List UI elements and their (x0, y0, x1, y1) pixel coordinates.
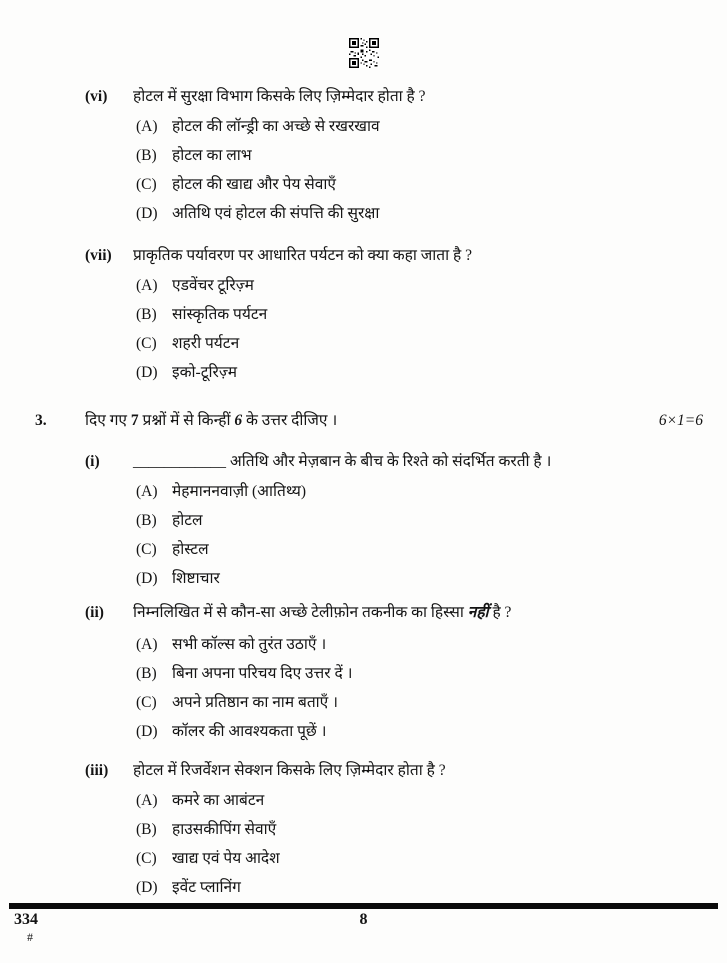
option-text: कमरे का आबंटन (172, 792, 265, 809)
question-3-number: 3. (35, 412, 47, 429)
question-vi-option-a (0, 116, 727, 138)
question-vi-text: होटल में सुरक्षा विभाग किसके लिए ज़िम्मेदार होता है ? (133, 88, 426, 105)
question-3i-heading (0, 451, 727, 473)
question-3iii-text: होटल में रिजर्वेशन सेक्शन किसके लिए ज़िम्मेदार होता है ? (133, 762, 446, 779)
question-vi-option-b (0, 145, 727, 167)
question-3ii-option-b (0, 663, 727, 685)
question-3i-text: ____________ अतिथि और मेज़बान के बीच के रिश्ते को संदर्भित करती है । (133, 453, 552, 470)
option-label: (D) (136, 205, 158, 222)
option-label: (B) (136, 665, 157, 682)
q3ii-text-part: निम्नलिखित में से कौन-सा अच्छे टेलीफ़ोन तकनीक का हिस्सा (133, 604, 468, 621)
q3-text-part: प्रश्नों में से किन्हीं (138, 412, 235, 429)
question-vii-heading (0, 245, 727, 267)
option-label: (C) (136, 694, 157, 711)
question-vii-option-d (0, 362, 727, 384)
option-text: इको-टूरिज़्म (172, 364, 237, 381)
question-vii-option-c (0, 333, 727, 355)
option-label: (A) (136, 483, 158, 500)
question-3-text (85, 410, 337, 432)
qr-code-graphic (349, 38, 379, 68)
question-vi-heading (0, 86, 727, 108)
option-text: अतिथि एवं होटल की संपत्ति की सुरक्षा (172, 205, 380, 222)
option-text: शिष्टाचार (172, 570, 220, 587)
option-label: (A) (136, 118, 158, 135)
option-text: बिना अपना परिचय दिए उत्तर दें । (172, 665, 353, 682)
question-3iii-option-c (0, 848, 727, 870)
option-label: (D) (136, 570, 158, 587)
option-text: शहरी पर्यटन (172, 335, 240, 352)
question-3-heading (0, 410, 727, 432)
option-label: (A) (136, 636, 158, 653)
option-text: होटल का लाभ (172, 147, 252, 164)
question-3iii-heading (0, 760, 727, 782)
q3-text-part: दिए गए (85, 412, 131, 429)
option-text: होटल की खाद्य और पेय सेवाएँ (172, 176, 336, 193)
option-text: हाउसकीपिंग सेवाएँ (172, 821, 277, 838)
question-3iii-number: (iii) (85, 762, 109, 779)
q3ii-emphasis-not: नहीं (467, 604, 489, 621)
marks-label: 6×1=6 (658, 412, 703, 429)
option-text: मेहमाननवाज़ी (आतिथ्य) (172, 483, 306, 500)
question-3ii-option-c (0, 692, 727, 714)
q3ii-text-part: है ? (488, 604, 512, 621)
question-3i-option-a (0, 481, 727, 503)
qr-code (349, 38, 379, 68)
question-3i-option-b (0, 510, 727, 532)
option-text: सभी कॉल्स को तुरंत उठाएँ । (172, 636, 327, 653)
question-vii-option-b (0, 304, 727, 326)
question-vii-option-a (0, 275, 727, 297)
option-label: (C) (136, 541, 157, 558)
question-vi-option-d (0, 203, 727, 225)
option-text: कॉलर की आवश्यकता पूछें । (172, 723, 327, 740)
option-label: (B) (136, 821, 157, 838)
question-3iii-option-d (0, 877, 727, 899)
question-vii-text: प्राकृतिक पर्यावरण पर आधारित पर्यटन को क्या कहा जाता है ? (133, 247, 472, 264)
option-label: (B) (136, 306, 157, 323)
option-text: होस्टल (172, 541, 209, 558)
option-label: (D) (136, 364, 158, 381)
option-text: खाद्य एवं पेय आदेश (172, 850, 280, 867)
option-label: (C) (136, 176, 157, 193)
paper-code: 334 (14, 911, 38, 928)
question-vi-option-c (0, 174, 727, 196)
paper-code-hash: # (27, 930, 33, 944)
q3-count-attempt: 6 (234, 412, 243, 429)
q3-text-part: के उत्तर दीजिए । (242, 412, 338, 429)
question-3iii-option-a (0, 790, 727, 812)
question-vi-number: (vi) (85, 88, 108, 105)
option-text: सांस्कृतिक पर्यटन (172, 306, 268, 323)
option-label: (C) (136, 850, 157, 867)
question-3i-option-c (0, 539, 727, 561)
question-3i-option-d (0, 568, 727, 590)
option-text: इवेंट प्लानिंग (172, 879, 241, 896)
option-label: (D) (136, 879, 158, 896)
question-3ii-option-d (0, 721, 727, 743)
question-3iii-option-b (0, 819, 727, 841)
question-3ii-option-a (0, 634, 727, 656)
q3-count-total: 7 (130, 412, 139, 429)
option-label: (A) (136, 792, 158, 809)
option-text: होटल (172, 512, 203, 529)
option-text: एडवेंचर टूरिज़्म (172, 277, 254, 294)
option-label: (B) (136, 512, 157, 529)
question-3ii-number: (ii) (85, 604, 104, 621)
footer-rule (9, 903, 718, 909)
option-label: (C) (136, 335, 157, 352)
option-text: अपने प्रतिष्ठान का नाम बताएँ । (172, 694, 338, 711)
question-3i-number: (i) (85, 453, 100, 470)
question-3ii-text (133, 602, 511, 624)
option-label: (A) (136, 277, 158, 294)
option-label: (D) (136, 723, 158, 740)
question-3ii-heading (0, 602, 727, 624)
page-number: 8 (359, 911, 368, 928)
question-vii-number: (vii) (85, 247, 112, 264)
option-text: होटल की लॉन्ड्री का अच्छे से रखरखाव (172, 118, 380, 135)
option-label: (B) (136, 147, 157, 164)
